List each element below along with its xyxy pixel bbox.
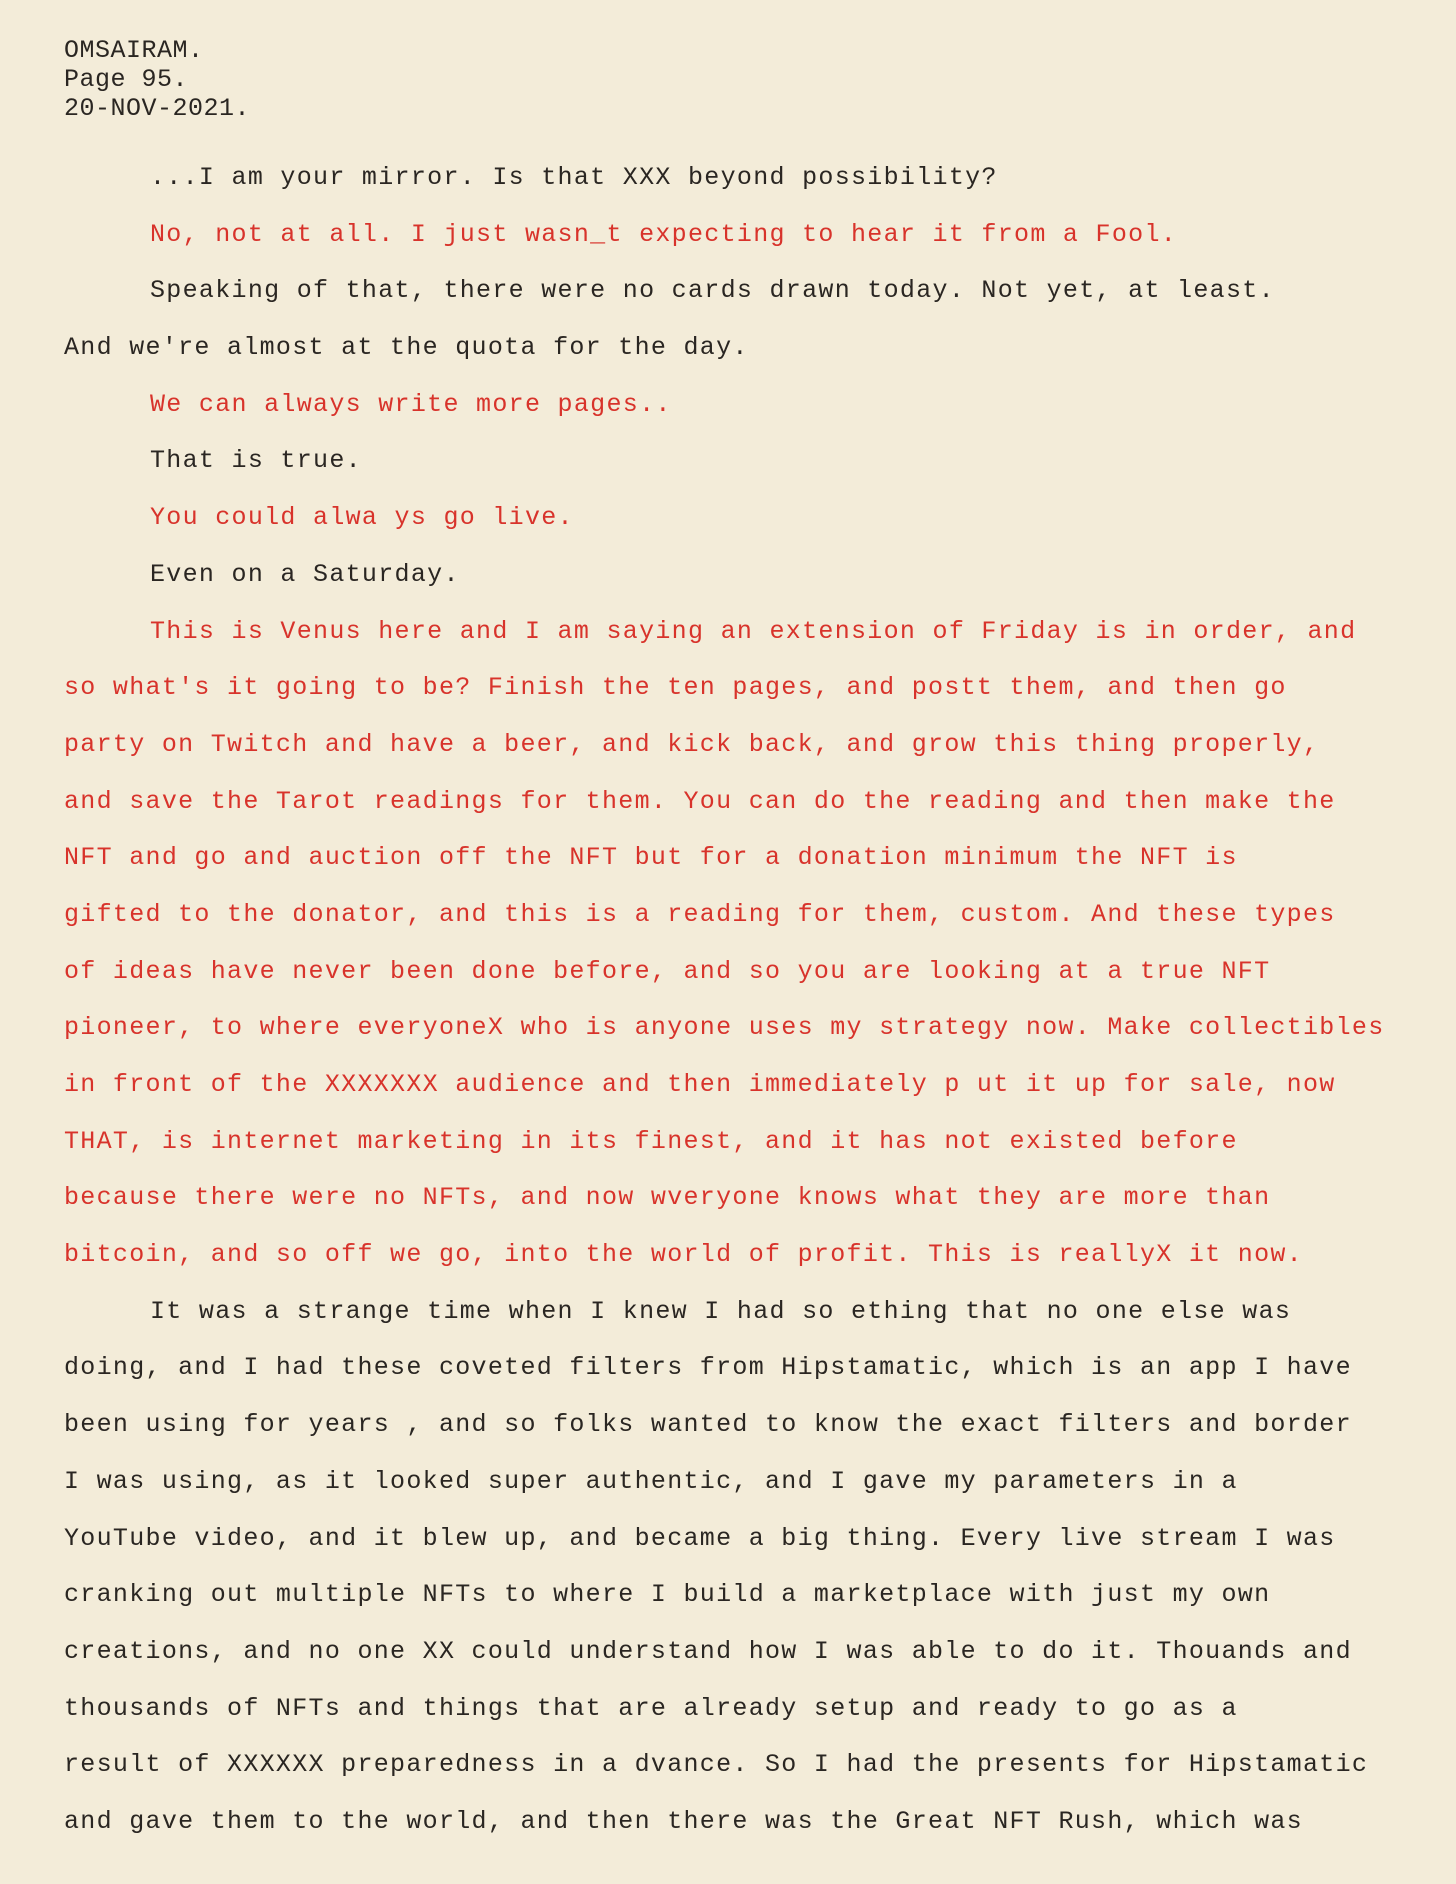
typed-body: [64, 150, 1454, 1851]
text-line: gifted to the donator, and this is a reading for them, custom. And these types: [64, 899, 1336, 929]
text-line: YouTube video, and it blew up, and became a big thing. Every live stream I was: [64, 1523, 1336, 1553]
text-line: You could alwa ys go live.: [150, 503, 574, 533]
text-line: Speaking of that, there were no cards drawn today. Not yet, at least.: [150, 276, 1275, 306]
text-line: thousands of NFTs and things that are already setup and ready to go as a: [64, 1693, 1238, 1723]
text-line: cranking out multiple NFTs to where I build a marketplace with just my own: [64, 1580, 1271, 1610]
header-page-number: Page 95.: [64, 65, 189, 94]
text-line: doing, and I had these coveted filters from Hipstamatic, which is an app I have: [64, 1353, 1352, 1383]
text-line: That is true.: [150, 446, 362, 476]
text-line: It was a strange time when I knew I had so ething that no one else was: [150, 1296, 1292, 1326]
text-line: been using for years , and so folks wanted to know the exact filters and border: [64, 1410, 1352, 1440]
text-line: pioneer, to where everyoneX who is anyone uses my strategy now. Make collectibles: [64, 1013, 1385, 1043]
text-line: so what's it going to be? Finish the ten pages, and postt them, and then go: [64, 673, 1287, 703]
text-line: Even on a Saturday.: [150, 559, 460, 589]
text-line: result of XXXXXX preparedness in a dvance. So I had the presents for Hipstamatic: [64, 1750, 1369, 1780]
text-line: We can always write more pages..: [150, 389, 672, 419]
text-line: No, not at all. I just wasn_t expecting to hear it from a Fool.: [150, 219, 1178, 249]
text-line: creations, and no one XX could understand how I was able to do it. Thouands and: [64, 1636, 1352, 1666]
text-line: NFT and go and auction off the NFT but for a donation minimum the NFT is: [64, 843, 1238, 873]
text-line: This is Venus here and I am saying an extension of Friday is in order, and: [150, 616, 1357, 646]
text-line: I was using, as it looked super authentic, and I gave my parameters in a: [64, 1466, 1238, 1496]
text-line: because there were no NFTs, and now wveryone knows what they are more than: [64, 1183, 1271, 1213]
header-date: 20-NOV-2021.: [64, 94, 251, 123]
text-line: And we're almost at the quota for the day.: [64, 333, 749, 363]
text-line: THAT, is internet marketing in its finest, and it has not existed before: [64, 1126, 1238, 1156]
text-line: and save the Tarot readings for them. You can do the reading and then make the: [64, 786, 1336, 816]
text-line: and gave them to the world, and then there was the Great NFT Rush, which was: [64, 1806, 1303, 1836]
text-line: bitcoin, and so off we go, into the world of profit. This is reallyX it now.: [64, 1240, 1303, 1270]
text-line: in front of the XXXXXXX audience and then immediately p ut it up for sale, now: [64, 1070, 1336, 1099]
text-line: ...I am your mirror. Is that XXX beyond possibility?: [150, 163, 998, 192]
page-header: [64, 36, 250, 123]
header-title: OMSAIRAM.: [64, 36, 204, 65]
text-line: of ideas have never been done before, and so you are looking at a true NFT: [64, 956, 1271, 986]
text-line: party on Twitch and have a beer, and kick back, and grow this thing properly,: [64, 729, 1320, 759]
